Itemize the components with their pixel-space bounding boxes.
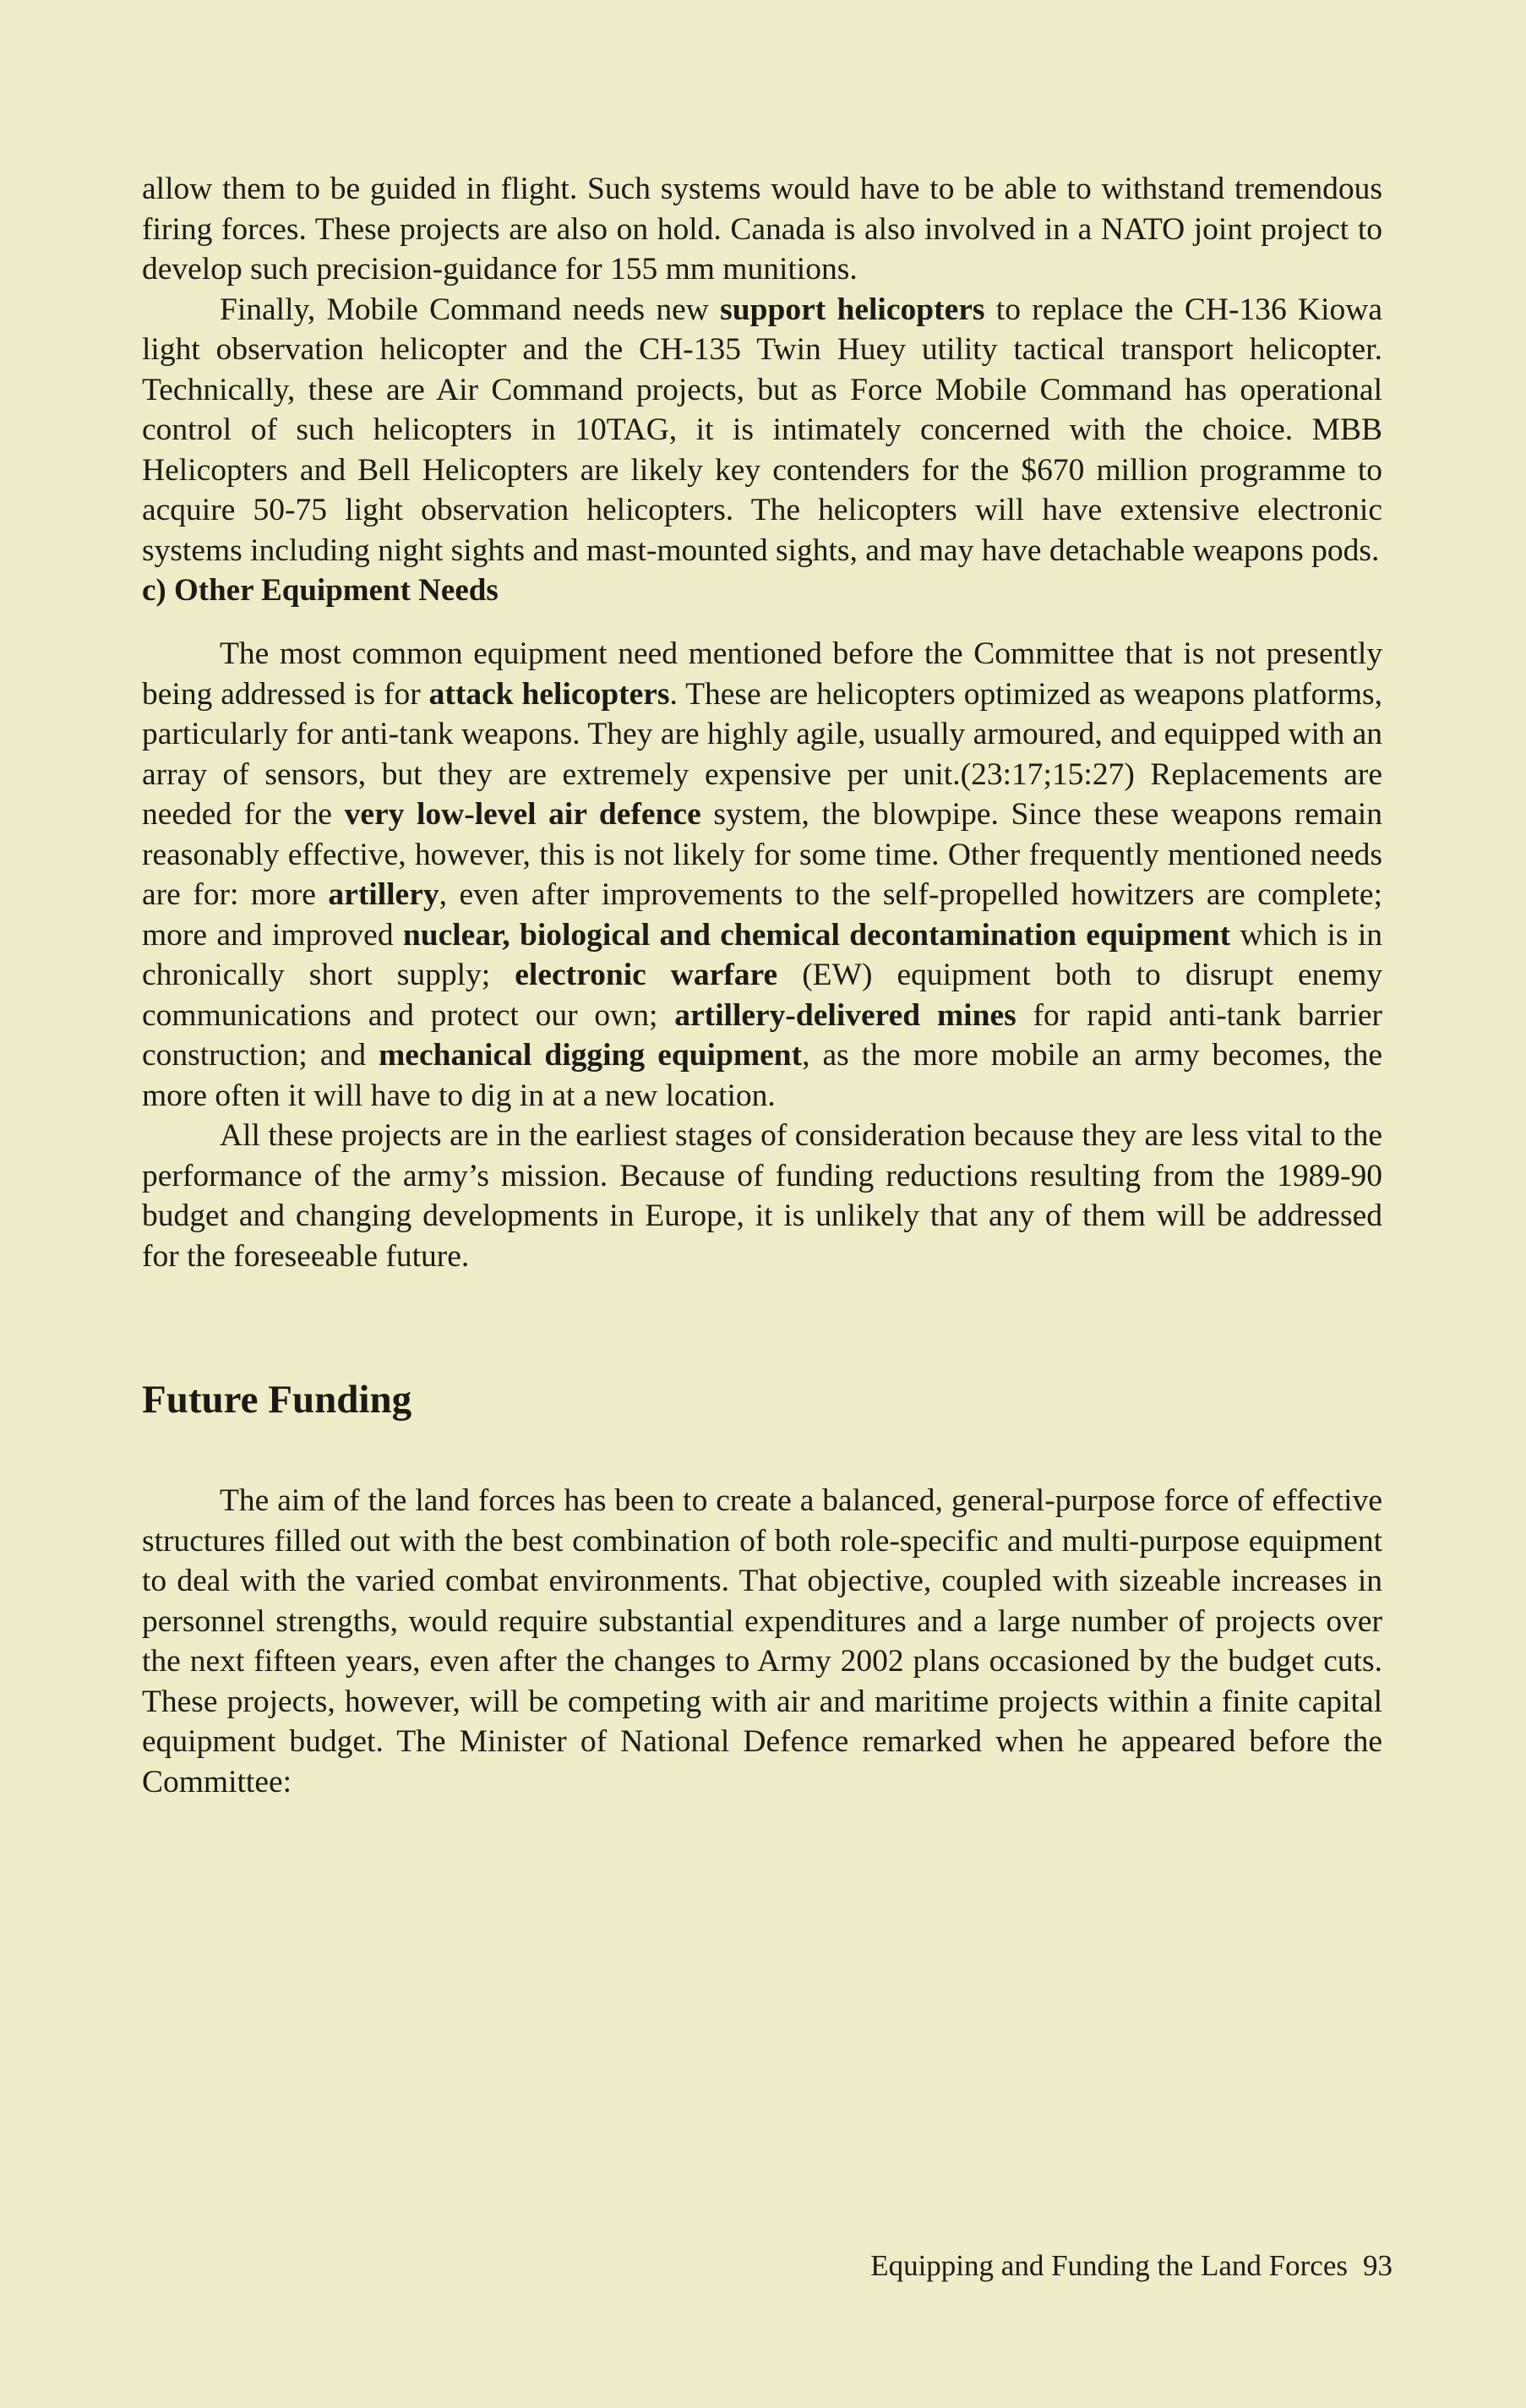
text-run: Finally, Mobile Command needs new bbox=[220, 292, 721, 327]
text-run: for rapid anti-tank barrier construction; and bbox=[142, 997, 1382, 1073]
page-number: 93 bbox=[1363, 2249, 1392, 2282]
term-attack-helicopters: attack helicopters bbox=[428, 676, 670, 712]
page-body bbox=[142, 169, 1382, 1802]
text-run: to replace the CH-136 Kiowa light observation helicopter and the CH-135 Twin Huey utility tactical transport helicopter. Technically, these are Air Command projects, but as Force Mobile Command has operational control of such helicopters in 10TAG, it is intimately concerned with the choice. MBB Helicopters and Bell Helicopters are likely key contenders for the $670 million programme to acquire 50-75 light observation helicopters. The helicopters will have extensive electronic systems including night sights and mast-mounted sights, and may have detachable weapons pods. bbox=[142, 292, 1383, 568]
paragraph-equipment-needs bbox=[142, 634, 1382, 1116]
term-support-helicopters: support helicopters bbox=[720, 292, 985, 327]
section-heading-future-funding: Future Funding bbox=[142, 1378, 412, 1422]
text-run: . These are helicopters optimized as weapons platforms, particularly for anti-tank weapons. They are highly agile, usually armoured, and equipped with an array of sensors, but they are extremely expensive per unit.(23:17;15:27) Replacements are needed for the bbox=[142, 676, 1382, 832]
text-run: (EW) equipment both to disrupt enemy communications and protect our own; bbox=[142, 958, 1382, 1033]
page-footer bbox=[870, 2248, 1392, 2284]
term-electronic-warfare: electronic warfare bbox=[515, 958, 778, 992]
paragraph-future-funding: The aim of the land forces has been to create a balanced, general-purpose force of effective structures filled out with the best combination of both role-specific and multi-purpose equipment to deal with the varied combat environments. That objective, coupled with sizeable increases in personnel strengths, would require substantial expenditures and a large number of projects over the next fifteen years, even after the changes to Army 2002 plans occasioned by the budget cuts. These projects, however, will be competing with air and maritime projects within a finite capital equipment budget. The Minister of National Defence remarked when he appeared before the Committee: bbox=[142, 1483, 1382, 1799]
paragraph-guided-munitions: allow them to be guided in flight. Such systems would have to be able to withstand tremendous firing forces. These projects are also on hold. Canada is also involved in a NATO joint project to develop such precision-guidance for 155 mm munitions. bbox=[142, 172, 1382, 287]
text-run: The most common equipment need mentioned before the Committee that is not presently being addressed is for bbox=[142, 636, 1382, 712]
text-run: , even after improvements to the self-propelled howitzers are complete; more and improved bbox=[142, 877, 1382, 953]
paragraph-earliest-stages: All these projects are in the earliest stages of consideration because they are less vital to the performance of the army’s mission. Because of funding reductions resulting from the 1989-90 budget and changing developments in Europe, it is unlikely that any of them will be addressed for the foreseeable future. bbox=[142, 1118, 1382, 1274]
term-artillery: artillery bbox=[328, 877, 439, 912]
text-run: which is in chronically short supply; bbox=[142, 917, 1382, 992]
term-digging-equipment: mechanical digging equipment bbox=[379, 1038, 803, 1073]
running-title: Equipping and Funding the Land Forces bbox=[870, 2249, 1348, 2282]
term-nbc-decontamination: nuclear, biological and chemical decontamination equipment bbox=[402, 917, 1231, 953]
subheading-other-equipment-needs: c) Other Equipment Needs bbox=[142, 573, 499, 608]
text-run: system, the blowpipe. Since these weapons remain reasonably effective, however, this is not likely for some time. Other frequently mentioned needs are for: more bbox=[142, 797, 1382, 912]
text-run: , as the more mobile an army becomes, the more often it will have to dig in at a new location. bbox=[142, 1038, 1382, 1113]
term-air-defence: very low-level air defence bbox=[344, 797, 701, 832]
paragraph-support-helicopters bbox=[142, 290, 1382, 571]
term-artillery-mines: artillery-delivered mines bbox=[674, 997, 1016, 1033]
